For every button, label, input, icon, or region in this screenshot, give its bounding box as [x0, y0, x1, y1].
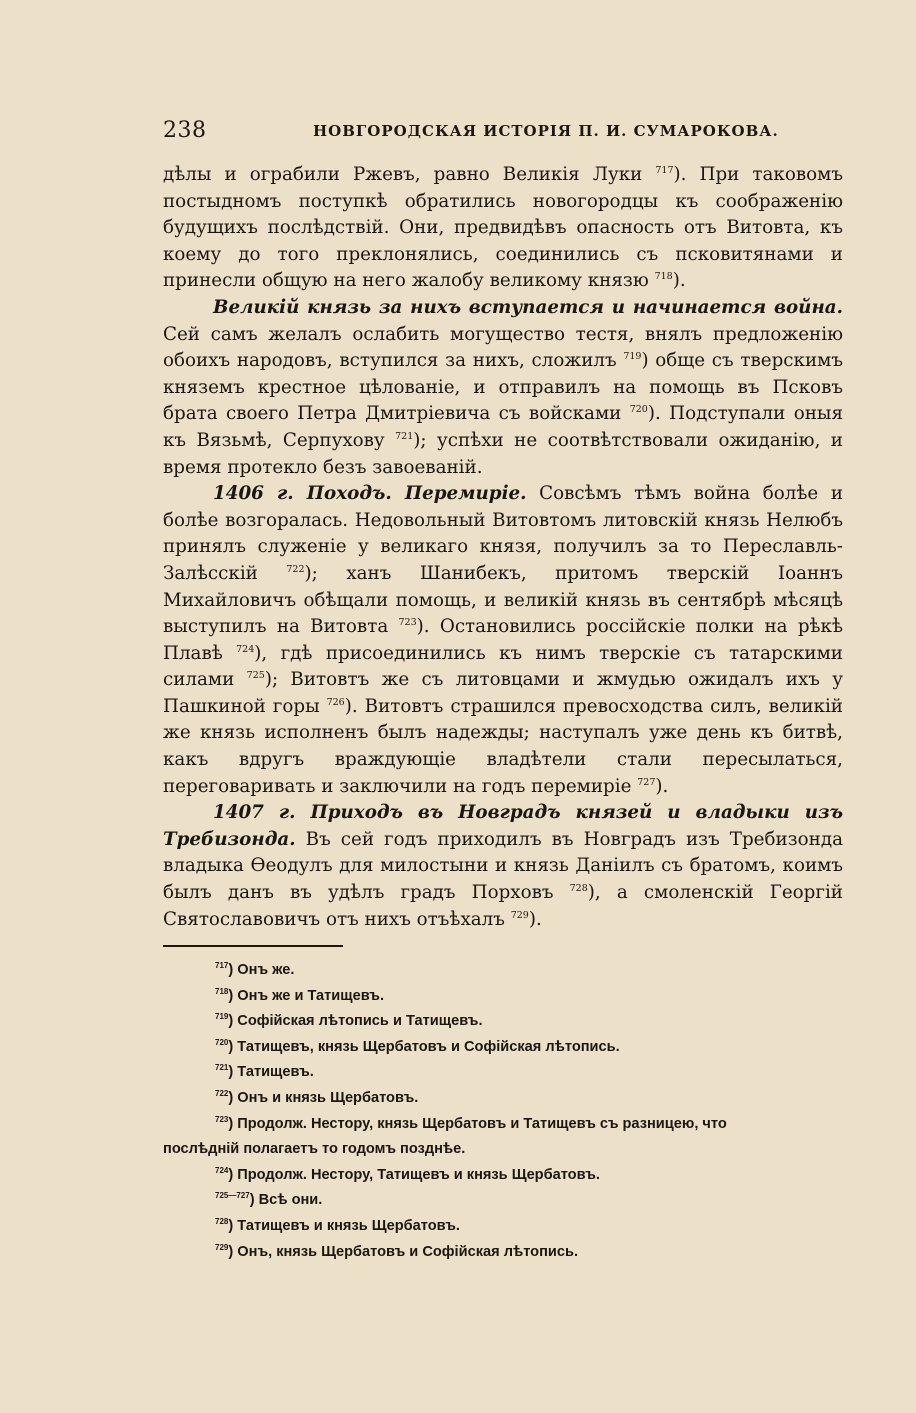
text-run: ); ханъ Шанибекъ, притомъ тверскій Іоаннъ Михайловичъ обѣщали помощь, и великій князь въ сентябрѣ мѣсяцѣ выступилъ на Витовта: [163, 562, 843, 638]
footnote-text: ) Онъ же.: [228, 962, 295, 978]
footnote-number: 729: [215, 1242, 229, 1252]
footnote-ref: 726: [326, 696, 345, 708]
footnote-text: ) Онъ же и Татищевъ.: [228, 987, 385, 1004]
paragraph: [163, 162, 843, 295]
footnote: [163, 1112, 843, 1163]
page-header: [163, 118, 843, 148]
footnote-ref: 723: [398, 617, 417, 629]
footnote: [163, 1188, 843, 1214]
footnote: [163, 1060, 843, 1086]
footnote: [163, 1240, 843, 1266]
text-run: ), а смоленскій Георгій Святославовичъ отъ нихъ отъѣхалъ: [163, 882, 843, 930]
footnote-ref: 720: [629, 404, 648, 416]
paragraph: [163, 481, 843, 800]
text-run: ). При таковомъ постыдномъ поступкѣ обратились новогородцы къ соображенію будущихъ послѣдствій. Они, предвидѣвъ опасность отъ Витовта, къ коему до того преклонялись, соединились съ псковитянами и принесли общую на него жалобу великому князю: [163, 164, 843, 292]
footnote-ref: 724: [236, 643, 255, 655]
footnote-text: ) Продолж. Нестору, князь Щербатовъ и Татищевъ съ разницею, что: [228, 1115, 727, 1132]
text-run: Сей самъ желалъ ослабить могущество тестя, внялъ предложенію обоихъ народовъ, вступился за нихъ, сложилъ: [163, 323, 843, 372]
footnote-ref: 721: [395, 430, 414, 442]
footnote-divider: [163, 945, 343, 947]
text-run: ); успѣхи не соотвѣтствовали ожиданію, и время протекло безъ завоеваній.: [163, 429, 843, 478]
text-run: ).: [528, 908, 542, 930]
text-run: Совсѣмъ тѣмъ война болѣе и болѣе возгоралась. Недовольный Витовтомъ литовскій князь Нелюбъ принялъ служеніе у великаго князя, получилъ за то Переславль-Залѣсскій: [163, 483, 843, 584]
footnote-ref: 719: [623, 351, 642, 363]
footnote-ref: 727: [637, 776, 656, 788]
footnote-number: 724: [215, 1165, 229, 1175]
footnote: [163, 1009, 843, 1035]
footnote-text: ) Татищевъ и князь Щербатовъ.: [228, 1217, 460, 1234]
footnote-number: 717: [215, 961, 229, 970]
running-title: НОВГОРОДСКАЯ ИСТОРІЯ П. И. СУМАРОКОВА.: [313, 122, 779, 140]
footnote-number: 718: [215, 986, 229, 996]
text-run: ).: [672, 270, 686, 292]
text-run: ). Подступали оныя къ Вязьмѣ, Серпухову: [163, 403, 843, 451]
section-heading: Великій князь за нихъ вступается и начинается война.: [213, 296, 843, 318]
text-run: ).: [655, 775, 669, 797]
text-run: ). Остановились россійскіе полки на рѣкѣ Плавѣ: [163, 616, 843, 664]
paragraph: [163, 800, 843, 933]
footnote: [163, 958, 843, 984]
footnote: [163, 984, 843, 1010]
text-run: дѣлы и ограбили Ржевъ, равно Великія Луки: [163, 164, 656, 185]
footnote-text: ) Татищевъ, князь Щербатовъ и Софійская лѣтопись.: [228, 1038, 620, 1055]
footnote-ref: 728: [569, 883, 588, 895]
main-text: [163, 162, 843, 933]
footnote-ref: 725: [246, 670, 265, 682]
section-heading: 1407 г. Приходъ въ Новградъ князей и владыки изъ Требизонда.: [163, 802, 843, 850]
footnote-text: ) Онъ и князь Щербатовъ.: [228, 1089, 419, 1106]
text-run: Въ сей годъ приходилъ въ Новградъ изъ Требизонда владыка Ѳеодулъ для милостыни и князь Даніилъ съ братомъ, коимъ былъ данъ въ удѣлъ градъ Порховъ: [163, 828, 843, 904]
page-number: 238: [163, 118, 207, 143]
footnote-number: 725—727: [215, 1191, 250, 1201]
footnote-ref: 722: [286, 563, 305, 575]
footnote-ref: 729: [510, 909, 529, 921]
footnote: [163, 1214, 843, 1240]
text-run: ), гдѣ присоединились къ нимъ тверскіе съ татарскими силами: [163, 642, 843, 691]
footnotes: [163, 958, 843, 1265]
footnote-number: 728: [215, 1216, 229, 1226]
footnote-text: ) Онъ, князь Щербатовъ и Софійская лѣтопись.: [228, 1243, 579, 1260]
footnote-text: ) Татищевъ.: [228, 1064, 314, 1081]
footnote-text: ) Софійская лѣтопись и Татищевъ.: [228, 1013, 483, 1030]
footnote-number: 719: [215, 1012, 229, 1022]
footnote-number: 721: [215, 1063, 229, 1073]
footnote-text: ) Всѣ они.: [249, 1192, 323, 1209]
footnote-text: ) Продолж. Нестору, Татищевъ и князь Щербатовъ.: [228, 1166, 600, 1183]
text-run: ); Витовтъ же съ литовцами и жмудью ожидалъ ихъ у Пашкиной горы: [163, 669, 843, 717]
footnote: [163, 1086, 843, 1112]
footnote-ref: 717: [655, 165, 674, 176]
footnote-number: 723: [215, 1114, 229, 1124]
footnote-ref: 718: [654, 271, 673, 283]
paragraph: [163, 295, 843, 481]
section-heading: 1406 г. Походъ. Перемиріе.: [213, 483, 527, 505]
footnote: [163, 1163, 843, 1189]
text-run: ) обще съ тверскимъ княземъ крестное цѣлованіе, и отправилъ на помощь въ Псковъ брата своего Петра Дмитріевича съ войсками: [163, 350, 843, 425]
footnote-continuation: послѣдній полагаетъ то годомъ позднѣе.: [163, 1141, 466, 1158]
footnote: [163, 1035, 843, 1061]
text-run: ). Витовтъ страшился превосходства силъ, великій же князь исполненъ былъ надежды; наступалъ уже день къ битвѣ, какъ вдругъ враждующіе владѣтели стали пересылаться, переговаривать и заключили на годъ перемиріе: [163, 695, 843, 797]
footnote-number: 720: [215, 1037, 229, 1047]
footnote-number: 722: [215, 1088, 229, 1098]
